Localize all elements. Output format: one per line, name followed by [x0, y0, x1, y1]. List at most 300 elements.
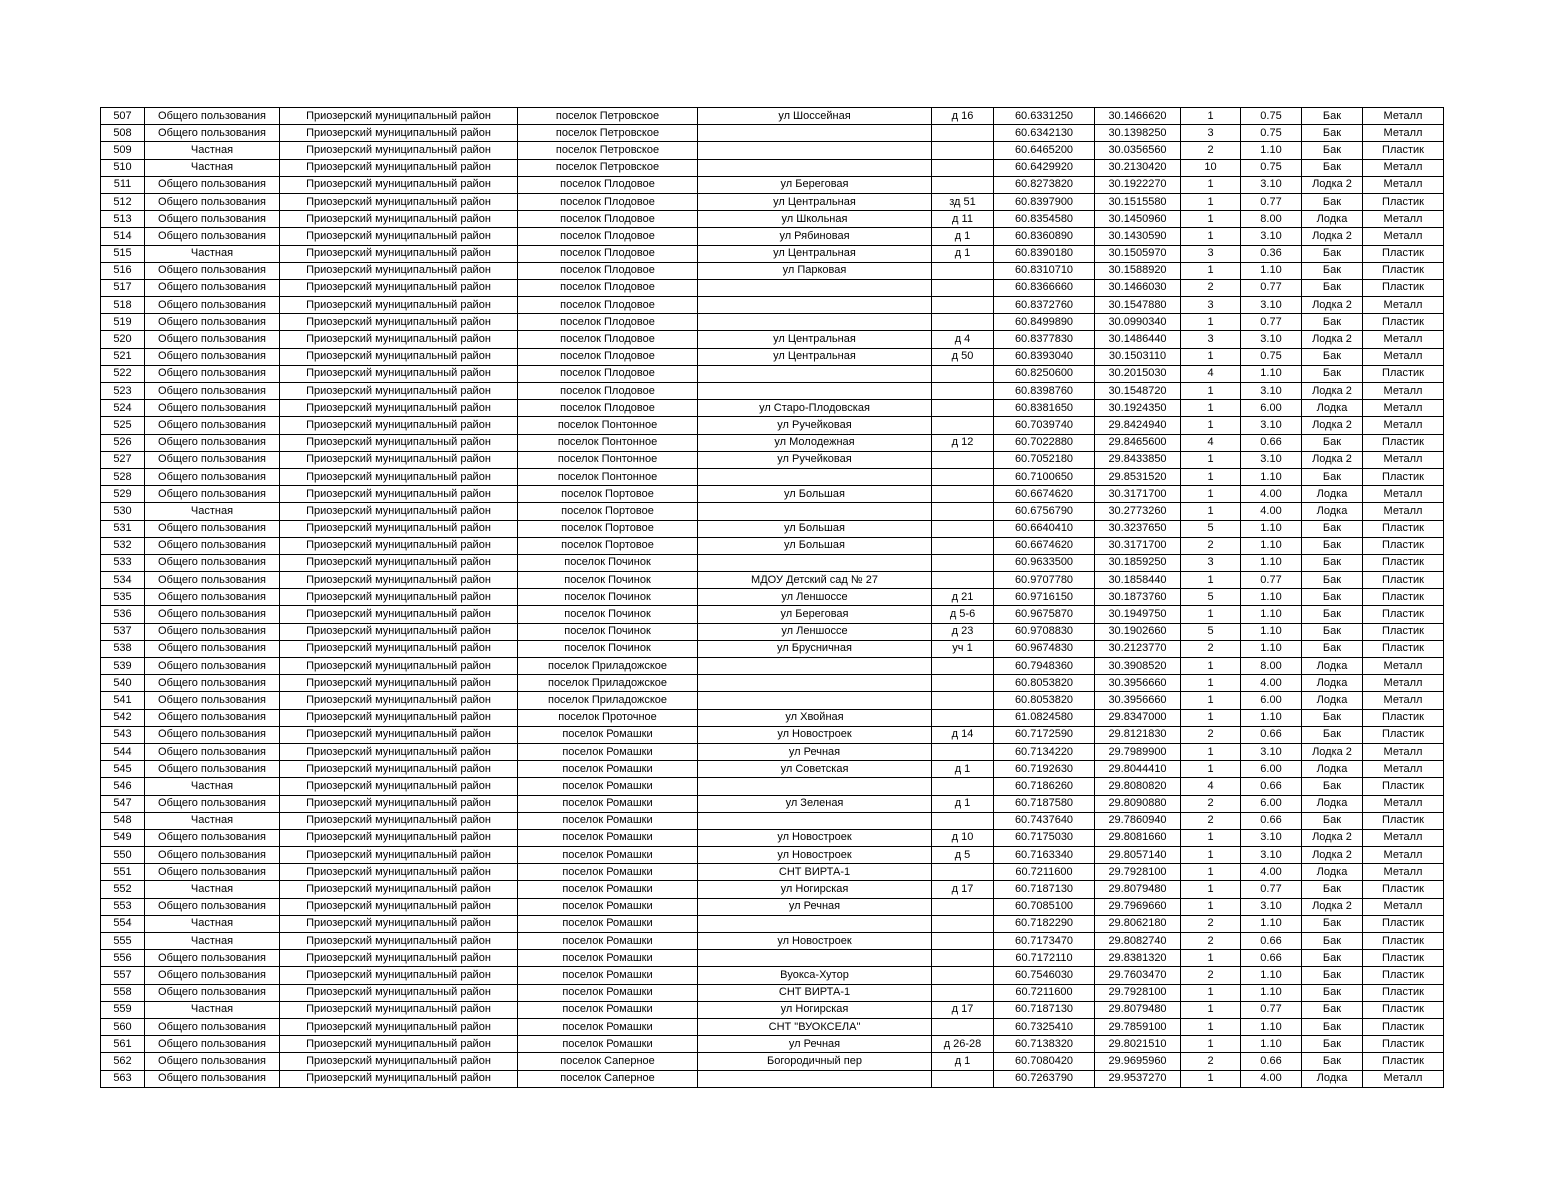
cell-count: 1	[1181, 1018, 1241, 1035]
cell-house	[932, 658, 994, 675]
cell-longitude: 30.1466030	[1095, 279, 1181, 296]
cell-number: 549	[101, 829, 145, 846]
cell-street: ул Парковая	[698, 262, 932, 279]
cell-count: 1	[1181, 176, 1241, 193]
cell-latitude: 60.8310710	[994, 262, 1095, 279]
cell-container_type: Лодка	[1302, 211, 1363, 228]
cell-longitude: 29.8465600	[1095, 434, 1181, 451]
cell-volume: 0.77	[1241, 279, 1302, 296]
table-row	[101, 915, 1444, 932]
cell-material: Пластик	[1363, 778, 1444, 795]
cell-container_type: Лодка 2	[1302, 417, 1363, 434]
cell-house	[932, 864, 994, 881]
cell-volume: 4.00	[1241, 1070, 1302, 1087]
cell-number: 516	[101, 262, 145, 279]
cell-district: Приозерский муниципальный район	[280, 898, 518, 915]
cell-container_type: Бак	[1302, 262, 1363, 279]
cell-house: д 26-28	[932, 1036, 994, 1053]
cell-settlement: поселок Ромашки	[518, 726, 698, 743]
cell-house	[932, 400, 994, 417]
cell-volume: 1.10	[1241, 554, 1302, 571]
cell-street: ул Речная	[698, 743, 932, 760]
table-row	[101, 675, 1444, 692]
cell-volume: 3.10	[1241, 829, 1302, 846]
cell-number: 517	[101, 279, 145, 296]
cell-latitude: 60.7138320	[994, 1036, 1095, 1053]
cell-latitude: 60.7325410	[994, 1018, 1095, 1035]
cell-count: 2	[1181, 812, 1241, 829]
cell-container_type: Лодка 2	[1302, 228, 1363, 245]
cell-house: д 5	[932, 847, 994, 864]
cell-street	[698, 142, 932, 159]
cell-latitude: 60.7187130	[994, 881, 1095, 898]
cell-usage: Общего пользования	[145, 640, 280, 657]
cell-number: 528	[101, 468, 145, 485]
cell-material: Пластик	[1363, 915, 1444, 932]
cell-count: 4	[1181, 365, 1241, 382]
cell-settlement: поселок Ромашки	[518, 950, 698, 967]
cell-container_type: Бак	[1302, 589, 1363, 606]
cell-street: Вуокса-Хутор	[698, 967, 932, 984]
cell-count: 1	[1181, 108, 1241, 125]
cell-container_type: Бак	[1302, 812, 1363, 829]
cell-street: ул Шоссейная	[698, 108, 932, 125]
cell-count: 2	[1181, 795, 1241, 812]
cell-usage: Общего пользования	[145, 520, 280, 537]
cell-usage: Общего пользования	[145, 348, 280, 365]
cell-count: 1	[1181, 193, 1241, 210]
cell-usage: Общего пользования	[145, 984, 280, 1001]
table-row	[101, 933, 1444, 950]
cell-count: 2	[1181, 537, 1241, 554]
cell-count: 3	[1181, 297, 1241, 314]
cell-street	[698, 314, 932, 331]
cell-container_type: Лодка 2	[1302, 383, 1363, 400]
cell-usage: Общего пользования	[145, 262, 280, 279]
cell-number: 557	[101, 967, 145, 984]
cell-container_type: Бак	[1302, 709, 1363, 726]
cell-container_type: Бак	[1302, 142, 1363, 159]
cell-usage: Общего пользования	[145, 950, 280, 967]
cell-house	[932, 503, 994, 520]
cell-district: Приозерский муниципальный район	[280, 417, 518, 434]
cell-district: Приозерский муниципальный район	[280, 709, 518, 726]
cell-street: ул Ручейковая	[698, 417, 932, 434]
cell-district: Приозерский муниципальный район	[280, 1001, 518, 1018]
cell-settlement: поселок Ромашки	[518, 829, 698, 846]
cell-number: 513	[101, 211, 145, 228]
cell-settlement: поселок Плодовое	[518, 262, 698, 279]
cell-volume: 0.66	[1241, 812, 1302, 829]
cell-settlement: поселок Приладожское	[518, 675, 698, 692]
table-row	[101, 623, 1444, 640]
cell-street	[698, 503, 932, 520]
cell-street: СНТ ВИРТА-1	[698, 864, 932, 881]
cell-house	[932, 297, 994, 314]
cell-latitude: 60.8390180	[994, 245, 1095, 262]
cell-latitude: 60.7546030	[994, 967, 1095, 984]
cell-latitude: 61.0824580	[994, 709, 1095, 726]
cell-longitude: 30.2015030	[1095, 365, 1181, 382]
cell-container_type: Бак	[1302, 967, 1363, 984]
cell-material: Пластик	[1363, 623, 1444, 640]
cell-longitude: 29.8381320	[1095, 950, 1181, 967]
cell-street: ул Большая	[698, 537, 932, 554]
cell-district: Приозерский муниципальный район	[280, 486, 518, 503]
cell-usage: Общего пользования	[145, 228, 280, 245]
cell-material: Металл	[1363, 1070, 1444, 1087]
cell-district: Приозерский муниципальный район	[280, 984, 518, 1001]
table-row	[101, 640, 1444, 657]
cell-district: Приозерский муниципальный район	[280, 1036, 518, 1053]
cell-volume: 0.66	[1241, 950, 1302, 967]
cell-house: д 11	[932, 211, 994, 228]
cell-count: 1	[1181, 606, 1241, 623]
cell-house	[932, 125, 994, 142]
cell-count: 1	[1181, 211, 1241, 228]
cell-settlement: поселок Плодовое	[518, 176, 698, 193]
cell-house: д 1	[932, 761, 994, 778]
cell-house	[932, 915, 994, 932]
cell-settlement: поселок Понтонное	[518, 434, 698, 451]
cell-latitude: 60.8499890	[994, 314, 1095, 331]
cell-usage: Частная	[145, 778, 280, 795]
cell-material: Металл	[1363, 228, 1444, 245]
cell-latitude: 60.8360890	[994, 228, 1095, 245]
table-row	[101, 348, 1444, 365]
cell-district: Приозерский муниципальный район	[280, 847, 518, 864]
cell-street: ул Ногирская	[698, 881, 932, 898]
cell-volume: 6.00	[1241, 761, 1302, 778]
cell-settlement: поселок Ромашки	[518, 967, 698, 984]
cell-street: ул Речная	[698, 1036, 932, 1053]
cell-district: Приозерский муниципальный район	[280, 108, 518, 125]
cell-material: Пластик	[1363, 572, 1444, 589]
cell-district: Приозерский муниципальный район	[280, 400, 518, 417]
cell-usage: Общего пользования	[145, 623, 280, 640]
cell-district: Приозерский муниципальный район	[280, 159, 518, 176]
cell-number: 543	[101, 726, 145, 743]
cell-usage: Общего пользования	[145, 743, 280, 760]
cell-street: ул Хвойная	[698, 709, 932, 726]
cell-house: уч 1	[932, 640, 994, 657]
table-row	[101, 761, 1444, 778]
cell-latitude: 60.7085100	[994, 898, 1095, 915]
cell-usage: Частная	[145, 915, 280, 932]
cell-latitude: 60.7173470	[994, 933, 1095, 950]
cell-longitude: 30.1588920	[1095, 262, 1181, 279]
cell-material: Пластик	[1363, 606, 1444, 623]
cell-latitude: 60.7134220	[994, 743, 1095, 760]
cell-number: 509	[101, 142, 145, 159]
cell-street: ул Речная	[698, 898, 932, 915]
cell-usage: Общего пользования	[145, 176, 280, 193]
cell-street: ул Рябиновая	[698, 228, 932, 245]
cell-district: Приозерский муниципальный район	[280, 503, 518, 520]
cell-count: 1	[1181, 709, 1241, 726]
cell-latitude: 60.8372760	[994, 297, 1095, 314]
cell-house: д 14	[932, 726, 994, 743]
cell-number: 546	[101, 778, 145, 795]
cell-settlement: поселок Починок	[518, 572, 698, 589]
cell-number: 529	[101, 486, 145, 503]
cell-latitude: 60.6465200	[994, 142, 1095, 159]
cell-material: Металл	[1363, 348, 1444, 365]
cell-settlement: поселок Приладожское	[518, 692, 698, 709]
cell-number: 550	[101, 847, 145, 864]
cell-material: Металл	[1363, 159, 1444, 176]
cell-longitude: 29.7969660	[1095, 898, 1181, 915]
cell-volume: 1.10	[1241, 606, 1302, 623]
table-row	[101, 451, 1444, 468]
cell-longitude: 29.8531520	[1095, 468, 1181, 485]
table-row	[101, 1036, 1444, 1053]
cell-street	[698, 950, 932, 967]
cell-volume: 1.10	[1241, 984, 1302, 1001]
cell-district: Приозерский муниципальный район	[280, 589, 518, 606]
cell-material: Пластик	[1363, 1018, 1444, 1035]
cell-latitude: 60.8398760	[994, 383, 1095, 400]
cell-house	[932, 383, 994, 400]
cell-material: Пластик	[1363, 1053, 1444, 1070]
cell-district: Приозерский муниципальный район	[280, 864, 518, 881]
cell-street	[698, 915, 932, 932]
cell-material: Пластик	[1363, 589, 1444, 606]
cell-district: Приозерский муниципальный район	[280, 314, 518, 331]
cell-usage: Общего пользования	[145, 554, 280, 571]
cell-volume: 0.66	[1241, 726, 1302, 743]
cell-house: д 12	[932, 434, 994, 451]
cell-street	[698, 812, 932, 829]
cell-count: 1	[1181, 486, 1241, 503]
cell-house: д 17	[932, 1001, 994, 1018]
cell-container_type: Лодка 2	[1302, 847, 1363, 864]
cell-volume: 4.00	[1241, 675, 1302, 692]
cell-count: 3	[1181, 125, 1241, 142]
cell-usage: Общего пользования	[145, 692, 280, 709]
cell-settlement: поселок Портовое	[518, 503, 698, 520]
cell-latitude: 60.8381650	[994, 400, 1095, 417]
cell-number: 525	[101, 417, 145, 434]
cell-container_type: Бак	[1302, 537, 1363, 554]
cell-material: Металл	[1363, 675, 1444, 692]
cell-house	[932, 159, 994, 176]
cell-longitude: 30.2123770	[1095, 640, 1181, 657]
cell-material: Пластик	[1363, 537, 1444, 554]
cell-street: МДОУ Детский сад № 27	[698, 572, 932, 589]
table-row	[101, 967, 1444, 984]
cell-count: 2	[1181, 1053, 1241, 1070]
table-row	[101, 279, 1444, 296]
cell-number: 540	[101, 675, 145, 692]
cell-material: Пластик	[1363, 434, 1444, 451]
cell-district: Приозерский муниципальный район	[280, 606, 518, 623]
cell-usage: Общего пользования	[145, 761, 280, 778]
cell-volume: 6.00	[1241, 400, 1302, 417]
cell-volume: 3.10	[1241, 228, 1302, 245]
cell-settlement: поселок Плодовое	[518, 211, 698, 228]
cell-street: ул Береговая	[698, 176, 932, 193]
cell-house	[932, 1070, 994, 1087]
cell-material: Пластик	[1363, 709, 1444, 726]
table-row	[101, 589, 1444, 606]
cell-settlement: поселок Ромашки	[518, 1001, 698, 1018]
cell-count: 2	[1181, 967, 1241, 984]
cell-longitude: 30.1859250	[1095, 554, 1181, 571]
table-row	[101, 520, 1444, 537]
cell-district: Приозерский муниципальный район	[280, 1053, 518, 1070]
cell-material: Пластик	[1363, 193, 1444, 210]
cell-longitude: 30.1547880	[1095, 297, 1181, 314]
cell-number: 522	[101, 365, 145, 382]
cell-material: Пластик	[1363, 967, 1444, 984]
cell-latitude: 60.8393040	[994, 348, 1095, 365]
cell-street	[698, 383, 932, 400]
cell-settlement: поселок Портовое	[518, 520, 698, 537]
cell-container_type: Лодка	[1302, 692, 1363, 709]
cell-count: 1	[1181, 451, 1241, 468]
cell-material: Металл	[1363, 125, 1444, 142]
cell-district: Приозерский муниципальный район	[280, 1018, 518, 1035]
cell-longitude: 30.0990340	[1095, 314, 1181, 331]
cell-number: 521	[101, 348, 145, 365]
cell-volume: 0.75	[1241, 125, 1302, 142]
cell-settlement: поселок Петровское	[518, 142, 698, 159]
table-row	[101, 778, 1444, 795]
cell-material: Пластик	[1363, 314, 1444, 331]
cell-count: 1	[1181, 898, 1241, 915]
cell-district: Приозерский муниципальный район	[280, 623, 518, 640]
cell-number: 544	[101, 743, 145, 760]
cell-count: 3	[1181, 554, 1241, 571]
cell-longitude: 29.8121830	[1095, 726, 1181, 743]
cell-street: ул Зеленая	[698, 795, 932, 812]
cell-longitude: 30.1503110	[1095, 348, 1181, 365]
cell-material: Металл	[1363, 486, 1444, 503]
cell-latitude: 60.7948360	[994, 658, 1095, 675]
cell-container_type: Бак	[1302, 1053, 1363, 1070]
cell-district: Приозерский муниципальный район	[280, 348, 518, 365]
cell-street: ул Старо-Плодовская	[698, 400, 932, 417]
cell-settlement: поселок Плодовое	[518, 279, 698, 296]
cell-settlement: поселок Плодовое	[518, 331, 698, 348]
cell-longitude: 30.1922270	[1095, 176, 1181, 193]
table-row	[101, 692, 1444, 709]
cell-volume: 0.77	[1241, 314, 1302, 331]
cell-container_type: Бак	[1302, 640, 1363, 657]
cell-volume: 1.10	[1241, 1036, 1302, 1053]
cell-volume: 3.10	[1241, 847, 1302, 864]
cell-material: Металл	[1363, 692, 1444, 709]
cell-district: Приозерский муниципальный район	[280, 211, 518, 228]
cell-count: 1	[1181, 348, 1241, 365]
cell-longitude: 30.3956660	[1095, 692, 1181, 709]
table-row	[101, 417, 1444, 434]
cell-material: Пластик	[1363, 950, 1444, 967]
cell-container_type: Лодка	[1302, 400, 1363, 417]
cell-material: Металл	[1363, 761, 1444, 778]
cell-material: Металл	[1363, 795, 1444, 812]
cell-latitude: 60.8273820	[994, 176, 1095, 193]
cell-number: 554	[101, 915, 145, 932]
cell-material: Пластик	[1363, 933, 1444, 950]
cell-house: д 50	[932, 348, 994, 365]
cell-street: ул Центральная	[698, 245, 932, 262]
cell-container_type: Лодка 2	[1302, 331, 1363, 348]
cell-longitude: 29.8090880	[1095, 795, 1181, 812]
table-row	[101, 950, 1444, 967]
cell-number: 534	[101, 572, 145, 589]
cell-number: 538	[101, 640, 145, 657]
cell-longitude: 29.8080820	[1095, 778, 1181, 795]
cell-container_type: Лодка	[1302, 761, 1363, 778]
cell-container_type: Лодка	[1302, 795, 1363, 812]
table-row	[101, 743, 1444, 760]
cell-number: 507	[101, 108, 145, 125]
cell-volume: 1.10	[1241, 537, 1302, 554]
cell-container_type: Лодка 2	[1302, 176, 1363, 193]
cell-count: 3	[1181, 331, 1241, 348]
cell-street	[698, 1070, 932, 1087]
cell-settlement: поселок Саперное	[518, 1053, 698, 1070]
cell-usage: Общего пользования	[145, 967, 280, 984]
table-row	[101, 1001, 1444, 1018]
cell-house: д 16	[932, 108, 994, 125]
table-row	[101, 486, 1444, 503]
cell-number: 526	[101, 434, 145, 451]
cell-district: Приозерский муниципальный район	[280, 262, 518, 279]
cell-container_type: Бак	[1302, 572, 1363, 589]
cell-material: Пластик	[1363, 726, 1444, 743]
cell-house: д 1	[932, 228, 994, 245]
cell-longitude: 29.8433850	[1095, 451, 1181, 468]
cell-volume: 0.77	[1241, 1001, 1302, 1018]
cell-volume: 1.10	[1241, 967, 1302, 984]
cell-usage: Общего пользования	[145, 279, 280, 296]
cell-volume: 4.00	[1241, 864, 1302, 881]
cell-material: Пластик	[1363, 468, 1444, 485]
cell-latitude: 60.9675870	[994, 606, 1095, 623]
cell-number: 537	[101, 623, 145, 640]
cell-volume: 0.66	[1241, 434, 1302, 451]
cell-count: 1	[1181, 829, 1241, 846]
table-row	[101, 572, 1444, 589]
cell-container_type: Лодка 2	[1302, 829, 1363, 846]
cell-count: 1	[1181, 262, 1241, 279]
cell-container_type: Лодка	[1302, 503, 1363, 520]
cell-material: Пластик	[1363, 640, 1444, 657]
cell-latitude: 60.6331250	[994, 108, 1095, 125]
cell-latitude: 60.8366660	[994, 279, 1095, 296]
cell-count: 1	[1181, 400, 1241, 417]
cell-street: ул Ручейковая	[698, 451, 932, 468]
cell-usage: Общего пользования	[145, 314, 280, 331]
cell-container_type: Бак	[1302, 950, 1363, 967]
cell-volume: 1.10	[1241, 915, 1302, 932]
cell-container_type: Лодка	[1302, 675, 1363, 692]
cell-latitude: 60.6756790	[994, 503, 1095, 520]
cell-settlement: поселок Починок	[518, 606, 698, 623]
table-row	[101, 503, 1444, 520]
cell-house	[932, 572, 994, 589]
cell-volume: 0.66	[1241, 1053, 1302, 1070]
cell-longitude: 30.1398250	[1095, 125, 1181, 142]
cell-district: Приозерский муниципальный район	[280, 142, 518, 159]
cell-volume: 0.66	[1241, 778, 1302, 795]
cell-street: ул Ногирская	[698, 1001, 932, 1018]
cell-house	[932, 176, 994, 193]
cell-district: Приозерский муниципальный район	[280, 812, 518, 829]
